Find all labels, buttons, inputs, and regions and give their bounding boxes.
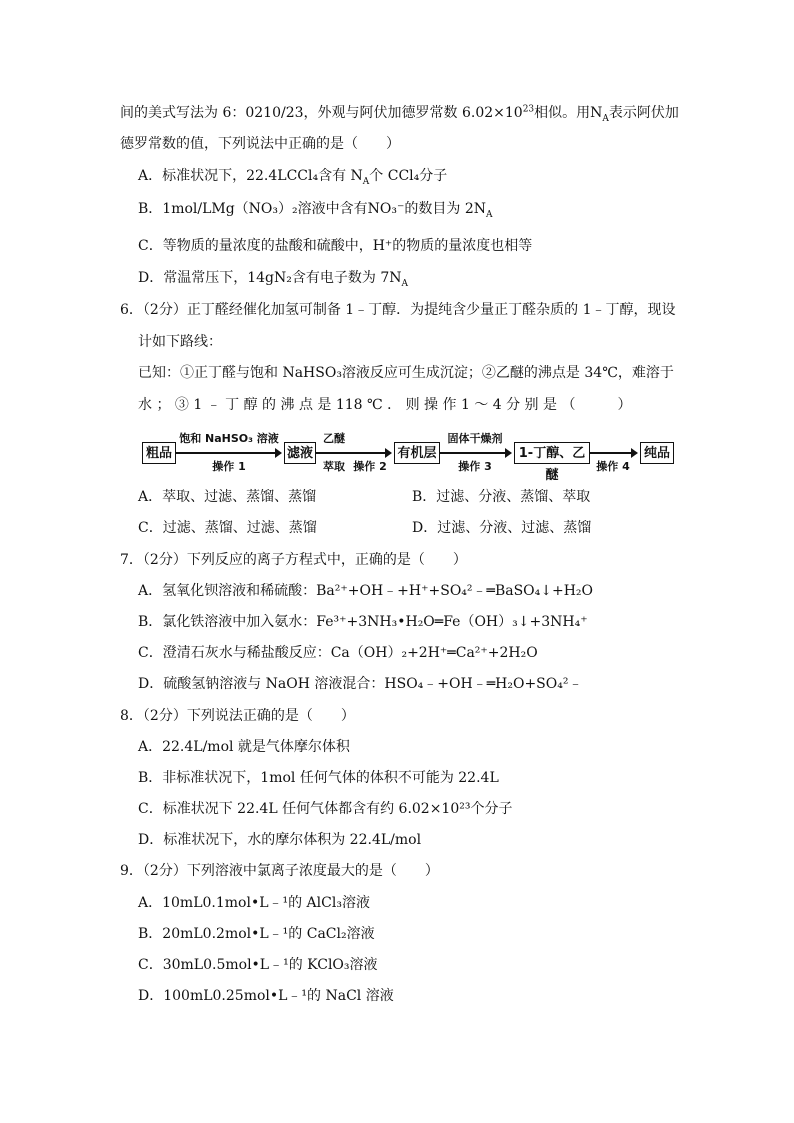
flow-label-op3: 操作 3 xyxy=(458,460,492,473)
q5-intro-line1 xyxy=(120,104,679,122)
flow-node-filtrate: 滤液 xyxy=(284,442,316,464)
q8-option-b[interactable]: B．非标准状况下，1mol 任何气体的体积不可能为 22.4L xyxy=(138,770,499,786)
q6-known-line2: 水 ； ③ 1 ﹣ 丁 醇 的 沸 点 是 118 ℃ ． 则 操 作 1 ～ 4 分 别 是 （ ） xyxy=(138,397,632,413)
flow-node-pure: 纯品 xyxy=(640,442,674,464)
flow-arrow-4 xyxy=(590,452,636,454)
q5-option-b-tail: 的数目为 2N xyxy=(404,201,486,217)
flow-label-op4: 操作 4 xyxy=(596,460,630,473)
q5-option-a-tail: 个 CCl₄分子 xyxy=(369,168,448,184)
flow-arrow-2 xyxy=(316,452,390,454)
q5-option-b-sub: A xyxy=(485,209,493,220)
q8-option-c[interactable]: C．标准状况下 22.4L 任何气体都含有约 6.02×10²³个分子 xyxy=(138,801,513,817)
q9-option-a[interactable]: A．10mL0.1mol•L﹣¹的 AlCl₃溶液 xyxy=(138,895,370,911)
q5-exponent: 23 xyxy=(522,104,535,115)
q5-option-a[interactable] xyxy=(138,167,447,185)
flow-arrow-3 xyxy=(440,452,510,454)
flow-label-desiccant: 固体干燥剂 xyxy=(447,432,503,445)
q7-option-c[interactable]: C．澄清石灰水与稀盐酸反应：Ca（OH）₂+2H⁺═Ca²⁺+2H₂O xyxy=(138,645,538,661)
q5-intro-text-c: 表示阿伏加 xyxy=(608,105,679,121)
q5-option-b-ion: NO₃⁻ xyxy=(367,201,405,217)
q5-option-d-text: D．常温常压下，14gN₂含有电子数为 7N xyxy=(138,270,402,286)
flow-label-op2: 操作 2 xyxy=(353,460,387,473)
q6-option-b[interactable]: B．过滤、分液、蒸馏、萃取 xyxy=(412,489,591,505)
q8-stem: 8．（2分）下列说法正确的是（ ） xyxy=(120,708,355,724)
q5-option-c[interactable]: C．等物质的量浓度的盐酸和硫酸中，H⁺的物质的量浓度也相等 xyxy=(138,238,533,254)
flow-node-crude: 粗品 xyxy=(142,442,176,464)
q8-option-a[interactable]: A．22.4L/mol 就是气体摩尔体积 xyxy=(138,739,350,755)
q9-option-c[interactable]: C．30mL0.5mol•L﹣¹的 KClO₃溶液 xyxy=(138,957,378,973)
q7-option-d[interactable]: D．硫酸氢钠溶液与 NaOH 溶液混合：HSO₄﹣+OH﹣═H₂O+SO₄²﹣ xyxy=(138,676,583,692)
q5-option-d-sub: A xyxy=(401,278,408,289)
flow-node-organic-layer: 有机层 xyxy=(394,442,440,464)
q7-option-a[interactable]: A．氢氧化钡溶液和稀硫酸：Ba²⁺+OH﹣+H⁺+SO₄²﹣═BaSO₄↓+H₂O xyxy=(138,583,594,599)
q9-stem: 9．（2分）下列溶液中氯离子浓度最大的是（ ） xyxy=(120,863,439,879)
flow-label-top-1: 饱和 NaHSO₃ 溶液 xyxy=(179,432,279,445)
q5-intro-text: 间的美式写法为 6：0210/23，外观与阿伏加德罗常数 6.02×10 xyxy=(120,105,523,121)
q7-stem: 7．（2分）下列反应的离子方程式中，正确的是（ ） xyxy=(120,552,467,568)
q5-subscript: A xyxy=(602,113,609,124)
q6-known-line1: 已知：①正丁醛与饱和 NaHSO₃溶液反应可生成沉淀；②乙醚的沸点是 34℃，难溶于 xyxy=(138,365,674,381)
q6-option-c[interactable]: C．过滤、蒸馏、过滤、蒸馏 xyxy=(138,520,317,536)
q6-stem-line1: 6．（2分）正丁醛经催化加氢可制备 1﹣丁醇．为提纯含少量正丁醛杂质的 1﹣丁醇，现设 xyxy=(120,302,676,318)
q6-flow-diagram xyxy=(142,430,674,483)
q5-option-b-text: B．1mol/LMg（NO₃）₂溶液中含有 xyxy=(138,201,368,217)
q8-option-d[interactable]: D．标准状况下，水的摩尔体积为 22.4L/mol xyxy=(138,832,422,848)
q5-intro-text-b: 相似。用N xyxy=(534,105,603,121)
flow-label-ether: 乙醚 xyxy=(323,432,345,445)
q6-option-a[interactable]: A．萃取、过滤、蒸馏、蒸馏 xyxy=(138,489,317,505)
q9-option-b[interactable]: B．20mL0.2mol•L﹣¹的 CaCl₂溶液 xyxy=(138,926,375,942)
flow-node-butanol-ether: 1-丁醇、乙醚 xyxy=(514,442,590,464)
flow-label-extract: 萃取 xyxy=(323,460,345,473)
q6-option-d[interactable]: D．过滤、分液、过滤、蒸馏 xyxy=(412,520,592,536)
q5-option-b[interactable] xyxy=(138,200,492,218)
flow-label-op1: 操作 1 xyxy=(212,460,246,473)
q7-option-b[interactable]: B．氯化铁溶液中加入氨水：Fe³⁺+3NH₃•H₂O═Fe（OH）₃↓+3NH₄⁺ xyxy=(138,614,588,630)
flow-arrow-1 xyxy=(176,452,280,454)
q5-intro-line2: 德罗常数的值，下列说法中正确的是（ ） xyxy=(120,136,400,152)
q6-stem-line2: 计如下路线： xyxy=(138,334,222,350)
q9-option-d[interactable]: D．100mL0.25mol•L﹣¹的 NaCl 溶液 xyxy=(138,988,394,1004)
q5-option-a-text: A．标准状况下，22.4LCCl₄含有 N xyxy=(138,168,363,184)
q5-option-d[interactable] xyxy=(138,269,408,287)
q5-option-a-sub: A xyxy=(362,176,370,187)
